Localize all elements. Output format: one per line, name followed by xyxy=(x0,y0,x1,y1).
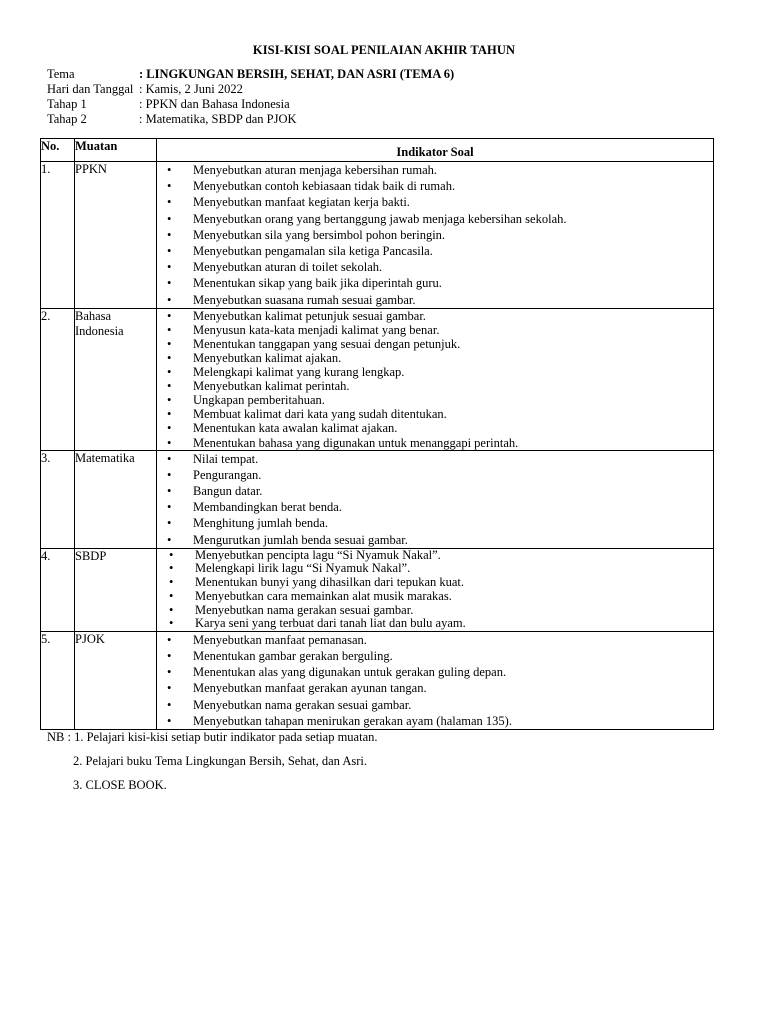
note-item: 3. CLOSE BOOK. xyxy=(73,778,167,792)
indicator-item: • Menyebutkan suasana rumah sesuai gambar. xyxy=(167,292,713,308)
indicator-item: • Menyebutkan pengamalan sila ketiga Pancasila. xyxy=(167,243,713,259)
row-indikator xyxy=(157,631,714,729)
row-muatan: SBDP xyxy=(75,548,157,631)
indicator-item: • Menentukan kata awalan kalimat ajakan. xyxy=(167,421,713,435)
indicator-item: • Menyebutkan aturan di toilet sekolah. xyxy=(167,259,713,275)
indicator-item: • Menyebutkan kalimat ajakan. xyxy=(167,351,713,365)
row-indikator xyxy=(157,450,714,548)
indicator-item: • Menyebutkan manfaat kegiatan kerja bakti. xyxy=(167,194,713,210)
row-number: 2. xyxy=(41,308,75,450)
row-muatan: PJOK xyxy=(75,631,157,729)
meta-label: Tahap 1 xyxy=(47,97,87,111)
header-no: No. xyxy=(41,139,75,162)
row-indikator xyxy=(157,548,714,631)
indicator-item: • Menentukan bahasa yang digunakan untuk menanggapi perintah. xyxy=(167,436,713,450)
meta-label: Tahap 2 xyxy=(47,112,87,126)
row-indikator xyxy=(157,308,714,450)
meta-value: : PPKN dan Bahasa Indonesia xyxy=(139,97,290,111)
table-row xyxy=(41,450,714,548)
row-muatan: PPKN xyxy=(75,162,157,309)
indicator-item: • Melengkapi lirik lagu “Si Nyamuk Nakal”. xyxy=(169,562,713,576)
indicator-item: • Menyusun kata-kata menjadi kalimat yang benar. xyxy=(167,323,713,337)
table-row xyxy=(41,631,714,729)
indicator-list xyxy=(157,162,713,308)
notes xyxy=(47,730,378,802)
indicator-item: • Menyebutkan nama gerakan sesuai gambar. xyxy=(169,604,713,618)
indicator-item: • Menghitung jumlah benda. xyxy=(167,515,713,531)
indicator-item: • Pengurangan. xyxy=(167,467,713,483)
document-title: KISI-KISI SOAL PENILAIAN AKHIR TAHUN xyxy=(252,43,516,57)
indicator-list xyxy=(157,549,713,631)
indicator-item: • Menentukan gambar gerakan berguling. xyxy=(167,648,713,664)
meta-row-tema xyxy=(47,67,454,82)
indicator-item: • Menyebutkan aturan menjaga kebersihan rumah. xyxy=(167,162,713,178)
meta-row-tahap-1 xyxy=(47,97,454,112)
indicator-item: • Menyebutkan nama gerakan sesuai gambar. xyxy=(167,697,713,713)
table-header-row xyxy=(41,139,714,162)
table-row xyxy=(41,548,714,631)
indicator-item: • Ungkapan pemberitahuan. xyxy=(167,393,713,407)
indicator-table xyxy=(40,138,714,730)
header-indikator: Indikator Soal xyxy=(157,139,714,162)
indicator-item: • Menyebutkan sila yang bersimbol pohon beringin. xyxy=(167,227,713,243)
indicator-list xyxy=(157,632,713,729)
row-muatan: Bahasa Indonesia xyxy=(75,308,157,450)
indicator-item: • Membuat kalimat dari kata yang sudah ditentukan. xyxy=(167,407,713,421)
indicator-item: • Menyebutkan orang yang bertanggung jawab menjaga kebersihan sekolah. xyxy=(167,211,713,227)
meta-info xyxy=(47,67,454,127)
meta-row-tahap-2 xyxy=(47,112,454,127)
table-row xyxy=(41,162,714,309)
header-muatan: Muatan xyxy=(75,139,157,162)
indicator-item: • Menentukan sikap yang baik jika diperintah guru. xyxy=(167,275,713,291)
note-item: NB : 1. Pelajari kisi-kisi setiap butir indikator pada setiap muatan. xyxy=(47,730,378,744)
row-muatan: Matematika xyxy=(75,450,157,548)
indicator-item: • Menyebutkan tahapan menirukan gerakan ayam (halaman 135). xyxy=(167,713,713,729)
row-number: 5. xyxy=(41,631,75,729)
indicator-item: • Nilai tempat. xyxy=(167,451,713,467)
indicator-item: • Menyebutkan kalimat petunjuk sesuai gambar. xyxy=(167,309,713,323)
row-number: 3. xyxy=(41,450,75,548)
indicator-item: • Menyebutkan cara memainkan alat musik marakas. xyxy=(169,590,713,604)
indicator-item: • Menentukan bunyi yang dihasilkan dari tepukan kuat. xyxy=(169,576,713,590)
indicator-item: • Menyebutkan manfaat pemanasan. xyxy=(167,632,713,648)
note-item: 2. Pelajari buku Tema Lingkungan Bersih, Sehat, dan Asri. xyxy=(73,754,367,768)
indicator-list xyxy=(157,309,713,450)
indicator-item: • Menentukan alas yang digunakan untuk gerakan guling depan. xyxy=(167,664,713,680)
row-indikator xyxy=(157,162,714,309)
meta-label: Tema xyxy=(47,67,75,81)
row-number: 4. xyxy=(41,548,75,631)
indicator-item: • Menentukan tanggapan yang sesuai dengan petunjuk. xyxy=(167,337,713,351)
meta-row-date xyxy=(47,82,454,97)
indicator-item: • Karya seni yang terbuat dari tanah liat dan bulu ayam. xyxy=(169,617,713,631)
indicator-item: • Menyebutkan manfaat gerakan ayunan tangan. xyxy=(167,680,713,696)
table-row xyxy=(41,308,714,450)
indicator-item: • Mengurutkan jumlah benda sesuai gambar. xyxy=(167,532,713,548)
indicator-item: • Menyebutkan kalimat perintah. xyxy=(167,379,713,393)
meta-label: Hari dan Tanggal xyxy=(47,82,134,96)
indicator-item: • Melengkapi kalimat yang kurang lengkap. xyxy=(167,365,713,379)
indicator-list xyxy=(157,451,713,548)
indicator-item: • Menyebutkan pencipta lagu “Si Nyamuk Nakal”. xyxy=(169,549,713,563)
indicator-item: • Membandingkan berat benda. xyxy=(167,499,713,515)
indicator-item: • Bangun datar. xyxy=(167,483,713,499)
meta-value: : Kamis, 2 Juni 2022 xyxy=(139,82,243,96)
meta-value: : LINGKUNGAN BERSIH, SEHAT, DAN ASRI (TEMA 6) xyxy=(139,67,455,81)
indicator-item: • Menyebutkan contoh kebiasaan tidak baik di rumah. xyxy=(167,178,713,194)
meta-value: : Matematika, SBDP dan PJOK xyxy=(139,112,297,126)
row-number: 1. xyxy=(41,162,75,309)
